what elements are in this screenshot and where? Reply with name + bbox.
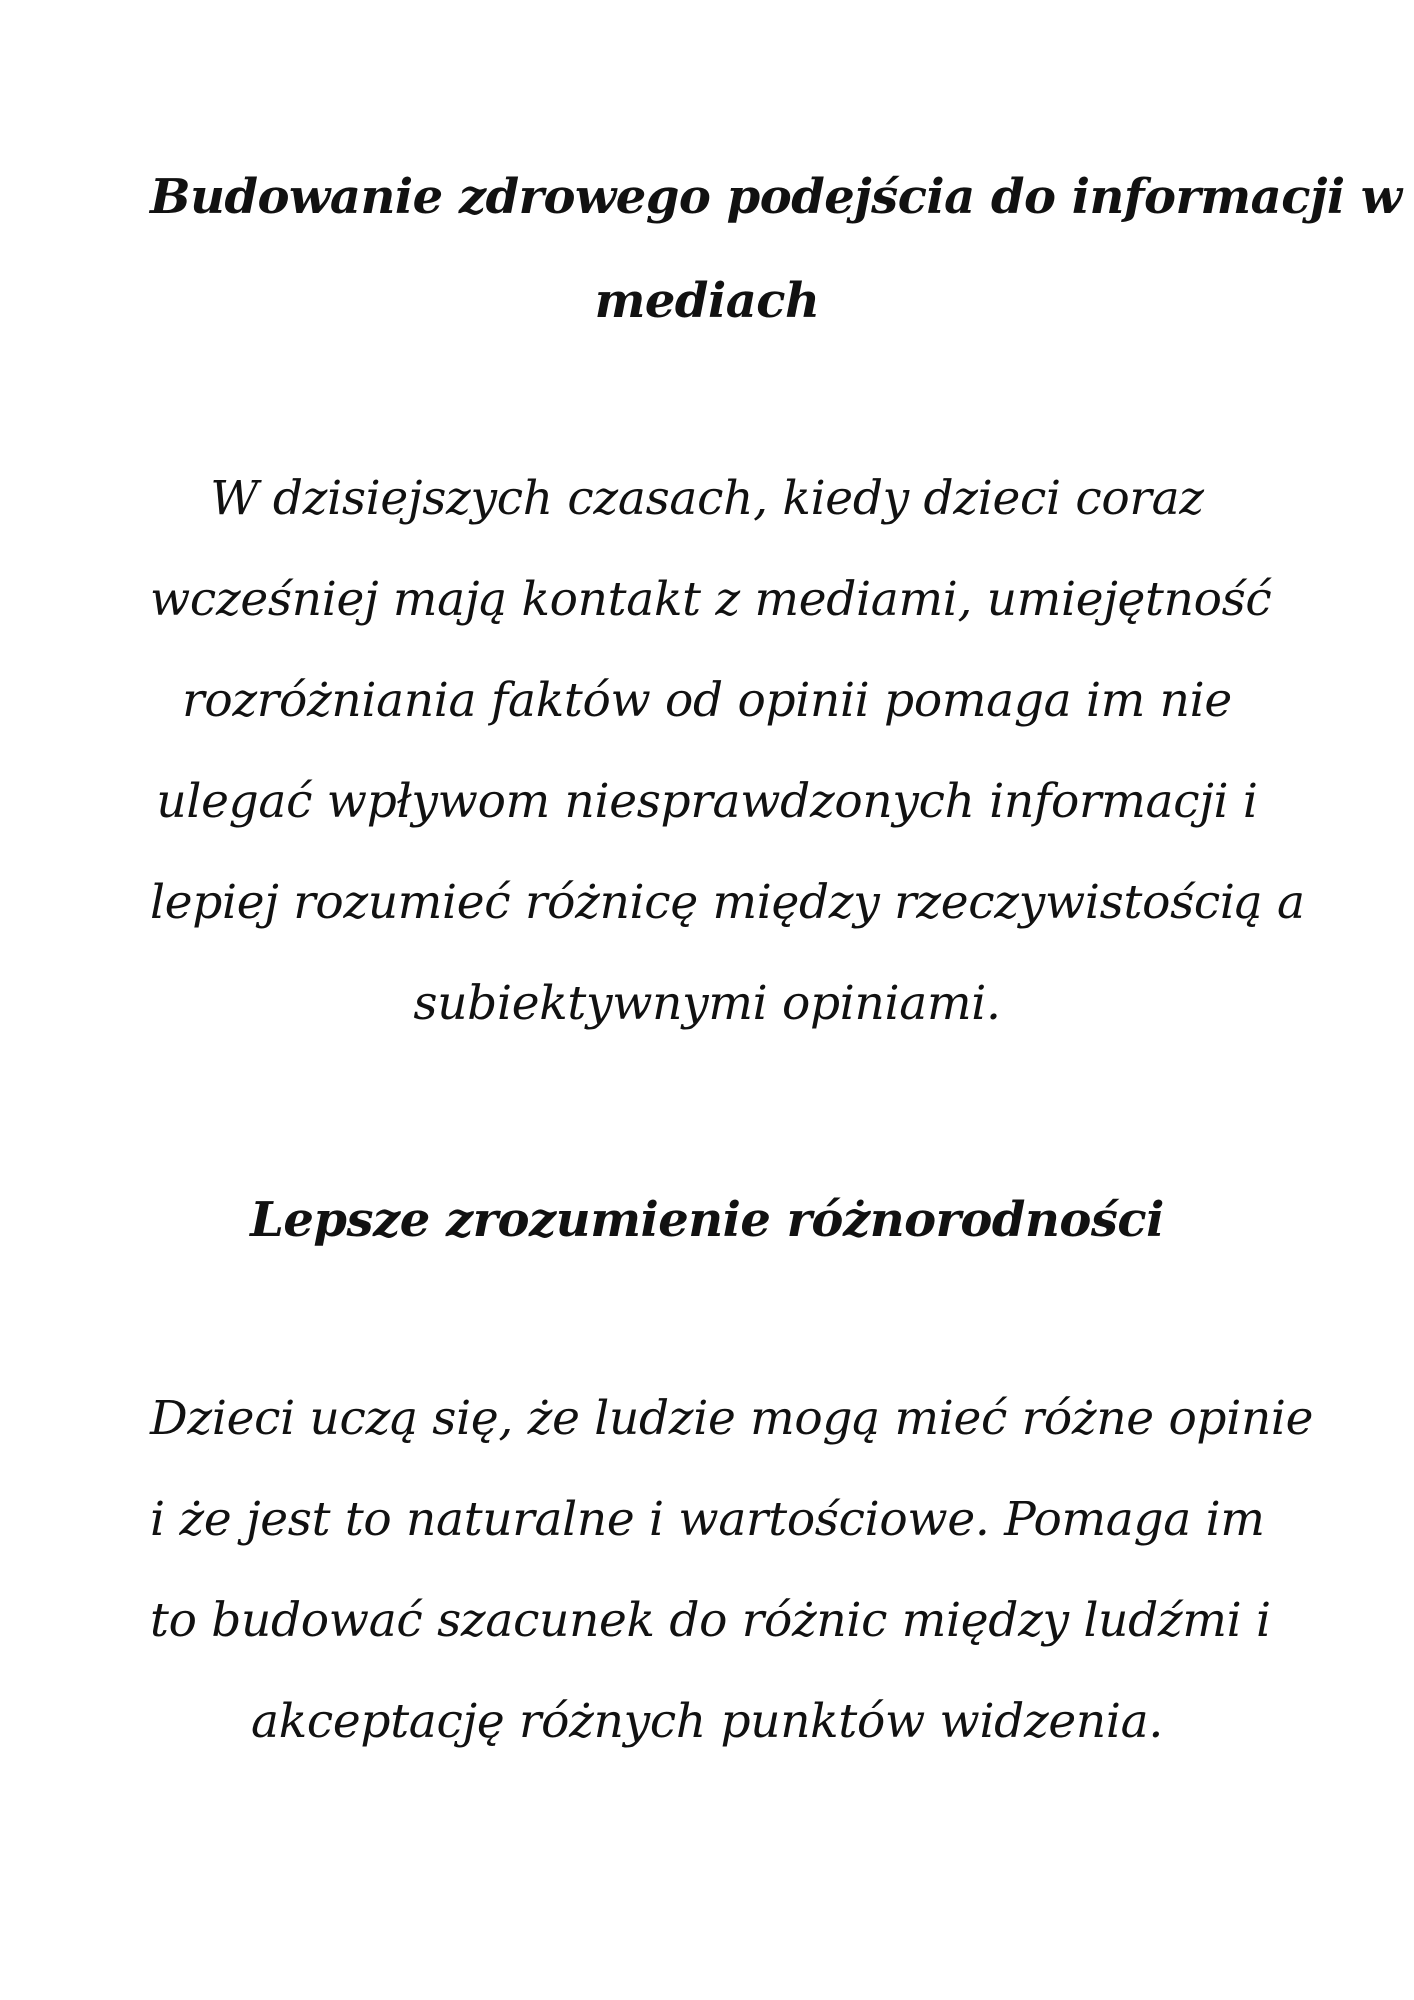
paragraph-line: subiektywnymi opiniami.	[413, 976, 1001, 1031]
paragraph-line: rozróżniania faktów od opinii pomaga im nie	[182, 673, 1232, 728]
section-heading	[150, 1168, 1264, 1272]
intro-paragraph	[150, 448, 1305, 1054]
paragraph-line: ulegać wpływom niesprawdzonych informacji i	[156, 774, 1258, 829]
title-line: Budowanie zdrowego podejścia do informacji w	[150, 169, 1402, 225]
section-heading-text: Lepsze zrozumienie różnorodności	[250, 1192, 1164, 1248]
body-paragraph	[150, 1368, 1314, 1772]
paragraph-line: lepiej rozumieć różnicę między rzeczywistością a	[150, 875, 1305, 930]
page-title	[150, 145, 1402, 353]
paragraph-line: to budować szacunek do różnic między ludźmi i	[150, 1593, 1271, 1648]
paragraph-line: i że jest to naturalne i wartościowe. Pomaga im	[150, 1492, 1265, 1547]
paragraph-line: wcześniej mają kontakt z mediami, umiejętność	[150, 572, 1272, 627]
paragraph-line: akceptację różnych punktów widzenia.	[250, 1694, 1163, 1749]
title-line: mediach	[594, 273, 820, 329]
paragraph-line: W dzisiejszych czasach, kiedy dzieci coraz	[210, 471, 1204, 526]
paragraph-line: Dzieci uczą się, że ludzie mogą mieć różne opinie	[150, 1391, 1314, 1446]
